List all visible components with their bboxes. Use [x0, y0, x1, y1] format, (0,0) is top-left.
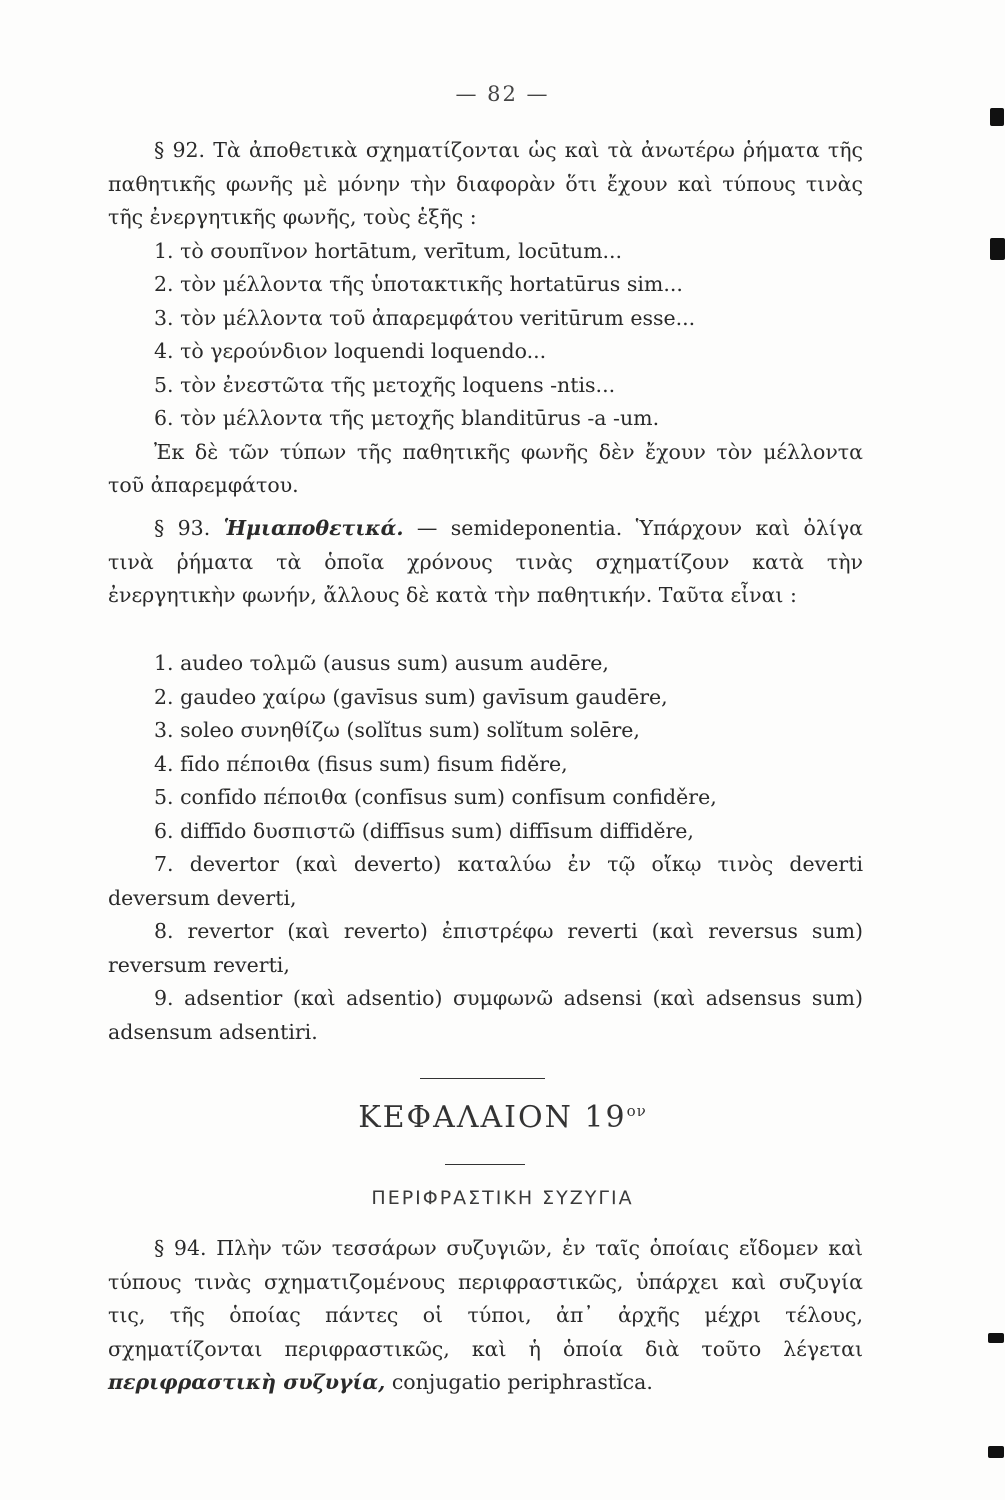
- section-93-number: § 93.: [154, 516, 211, 540]
- scan-mark: [990, 238, 1005, 260]
- page-number: — 82 —: [455, 82, 550, 106]
- chapter-subtitle: ΠΕΡΙΦΡΑΣΤΙΚΗ ΣΥΖΥΓΙΑ: [371, 1187, 634, 1209]
- list-item: 1. audeo τολμῶ (ausus sum) ausum audēre,: [154, 651, 609, 675]
- section-93-intro: [108, 512, 863, 613]
- list-item: 6. diffīdo δυσπιστῶ (diffīsus sum) diffīsum diffiděre,: [154, 818, 694, 843]
- section-94-latin: conjugatio periphrastĭca.: [391, 1370, 653, 1394]
- section-93-term: Ἡμιαποθετικά.: [223, 516, 404, 540]
- section-93-list: [108, 647, 863, 1049]
- list-item: 6. τὸν μέλλοντα τῆς μετοχῆς blanditūrus -a -um.: [154, 406, 660, 430]
- list-item: 4. τὸ γερούνδιον loquendi loquendo...: [154, 339, 547, 363]
- list-item: 7. devertor (καὶ deverto) καταλύω ἐν τῷ οἴκῳ τινὸς deverti deversum deverti,: [108, 852, 863, 910]
- list-item: 2. gaudeo χαίρω (gavīsus sum) gavīsum gaudēre,: [154, 684, 668, 709]
- list-item: 2. τὸν μέλλοντα τῆς ὑποτακτικῆς hortatūrus sim...: [154, 272, 683, 296]
- section-92-intro: § 92. Τὰ ἀποθετικὰ σχηματίζονται ὡς καὶ τὰ ἀνωτέρω ῥήματα τῆς παθητικῆς φωνῆς μὲ μόνην τὴν διαφορὰν ὅτι ἔχουν καὶ τύπους τινὰς τῆς ἐνεργητικῆς φωνῆς, τοὺς ἑξῆς :: [108, 138, 863, 229]
- divider-top: [420, 1078, 545, 1079]
- section-94: [108, 1232, 863, 1400]
- section-94-text: [108, 1232, 863, 1400]
- list-item: 4. fīdo πέποιθα (fisus sum) fisum fiděre,: [154, 751, 568, 776]
- section-93: [108, 512, 863, 613]
- chapter-number: 19: [584, 1100, 627, 1135]
- section-92: [108, 134, 863, 503]
- section-92-note: Ἐκ δὲ τῶν τύπων τῆς παθητικῆς φωνῆς δὲν ἔχουν τὸν μέλλοντα τοῦ ἀπαρεμφάτου.: [108, 439, 863, 497]
- scan-mark: [988, 1333, 1004, 1343]
- list-item: 9. adsentior (καὶ adsentio) συμφωνῶ adsensi (καὶ adsensus sum) adsensum adsentiri.: [108, 986, 863, 1044]
- list-item: 1. τὸ σουπῖνον hortātum, verītum, locūtum...: [154, 238, 623, 263]
- section-94-term: περιφραστικὴ συζυγία,: [108, 1370, 386, 1394]
- list-item: 5. confīdo πέποιθα (confīsus sum) confīsum confiděre,: [154, 785, 717, 809]
- scan-mark: [988, 1446, 1004, 1458]
- chapter-label: ΚΕΦΑΛΑΙΟΝ: [358, 1100, 573, 1135]
- chapter-title: [0, 1100, 1005, 1135]
- scan-mark: [990, 108, 1004, 126]
- list-item: 8. revertor (καὶ reverto) ἐπιστρέφω reverti (καὶ reversus sum) reversum reverti,: [108, 919, 863, 977]
- section-94-body: Πλὴν τῶν τεσσάρων συζυγιῶν, ἐν ταῖς ὁποίαις εἴδομεν καὶ τύπους τινὰς σχηματιζομένους περιφραστικῶς, ὑπάρχει καὶ συζυγία τις, τῆς ὁποίας πάντες οἱ τύποι, ἀπ᾽ ἀρχῆς μέχρι τέλους, σχηματίζονται περιφραστικῶς, καὶ ἡ ὁποία διὰ τοῦτο λέγεται: [108, 1236, 863, 1361]
- section-94-number: § 94.: [154, 1236, 207, 1260]
- divider-bottom: [445, 1164, 525, 1165]
- list-item: 3. soleo συνηθίζω (solĭtus sum) solĭtum solēre,: [154, 718, 640, 742]
- list-item: 5. τὸν ἐνεστῶτα τῆς μετοχῆς loquens -ntis...: [154, 372, 616, 397]
- section-93-text: — semideponentia. Ὑπάρχουν καὶ ὀλίγα τινὰ ῥήματα τὰ ὁποῖα χρόνους τινὰς σχηματίζουν κατὰ τὴν ἐνεργητικὴν φωνήν, ἄλλους δὲ κατὰ τὴν παθητικήν. Ταῦτα εἶναι :: [108, 516, 863, 607]
- list-item: 3. τὸν μέλλοντα τοῦ ἀπαρεμφάτου veritūrum esse...: [154, 305, 696, 330]
- chapter-suffix: ον: [626, 1102, 647, 1120]
